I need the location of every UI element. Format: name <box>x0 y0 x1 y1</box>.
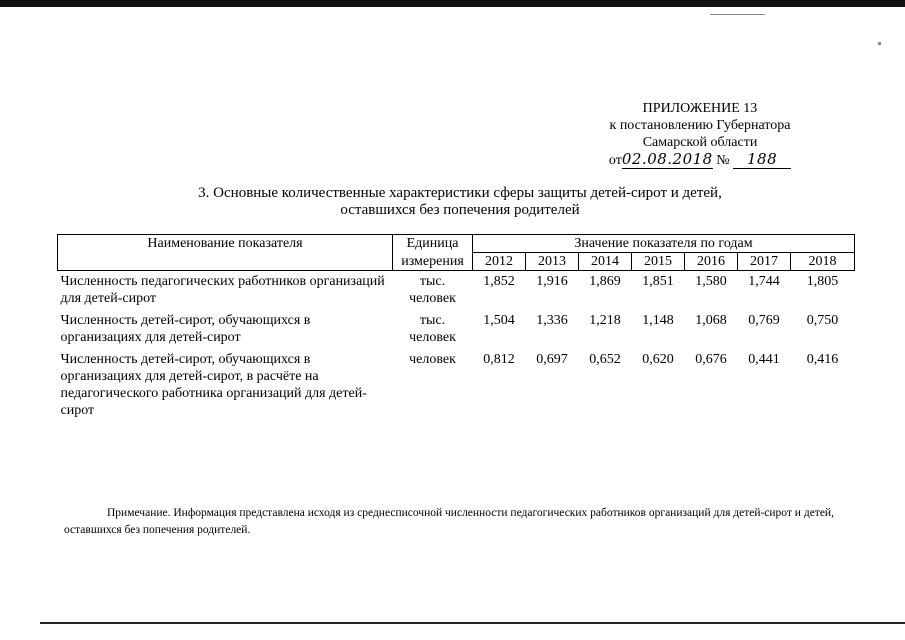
scan-border-top <box>0 0 905 7</box>
indicator-value: 0,441 <box>748 352 780 367</box>
appendix-region-line: Самарской области <box>642 135 758 150</box>
header-unit-bottom: измерения <box>393 253 473 271</box>
year-header: 2016 <box>685 253 738 271</box>
header-values: Значение показателя по годам <box>473 235 855 253</box>
year-header: 2017 <box>738 253 791 271</box>
indicator-name: Численность детей-сирот, обучающихся в организациях для детей-сирот <box>60 313 311 345</box>
header-unit-top: Единица <box>393 235 473 253</box>
appendix-date-line <box>560 151 840 169</box>
indicator-value: 1,218 <box>589 313 621 328</box>
section-title <box>0 185 905 219</box>
appendix-decree-line: к постановлению Губернатора <box>609 118 791 133</box>
scan-speck <box>878 42 881 45</box>
scan-speck <box>710 14 765 15</box>
year-header: 2012 <box>473 253 526 271</box>
indicator-value: 1,805 <box>806 274 839 289</box>
indicator-name: Численность педагогических работников организаций для детей-сирот <box>60 274 385 306</box>
table-header-row <box>58 235 855 253</box>
indicator-value: 0,652 <box>589 352 621 367</box>
year-header: 2015 <box>632 253 685 271</box>
indicator-value: 0,769 <box>748 313 780 328</box>
indicator-value: 1,068 <box>695 313 727 328</box>
handwritten-date: 02.08.2018 <box>621 150 713 168</box>
indicator-unit: тыс. человек <box>409 274 456 306</box>
table-row <box>58 349 855 422</box>
indicator-value: 0,812 <box>483 352 515 367</box>
appendix-title: ПРИЛОЖЕНИЕ 13 <box>642 101 758 116</box>
indicator-value: 1,852 <box>483 274 515 289</box>
indicator-unit: человек <box>409 352 456 367</box>
date-prefix: от <box>608 153 622 168</box>
number-prefix: № <box>716 153 730 168</box>
indicator-value: 1,916 <box>536 274 568 289</box>
table-row <box>58 310 855 349</box>
indicator-value: 0,697 <box>536 352 568 367</box>
indicator-value: 0,750 <box>806 313 839 328</box>
indicator-value: 1,336 <box>536 313 568 328</box>
appendix-block <box>560 100 840 169</box>
handwritten-number: 188 <box>733 151 791 169</box>
indicator-value: 1,504 <box>483 313 515 328</box>
indicator-name: Численность детей-сирот, обучающихся в организациях для детей-сирот, в расчёте на педагогического работника организаций для детей-сирот <box>60 352 367 418</box>
scan-border-bottom <box>40 622 905 624</box>
indicator-unit: тыс. человек <box>409 313 456 345</box>
indicator-value: 0,416 <box>806 352 839 367</box>
indicator-value: 1,851 <box>642 274 674 289</box>
indicator-value: 1,148 <box>642 313 674 328</box>
indicator-value: 1,869 <box>589 274 621 289</box>
year-header: 2013 <box>526 253 579 271</box>
indicator-value: 1,580 <box>695 274 727 289</box>
header-name: Наименование показателя <box>58 235 393 271</box>
section-title-line-2: оставшихся без попечения родителей <box>340 202 580 218</box>
footnote: Примечание. Информация представлена исходя из среднесписочной численности педагогических работников организаций для детей-сирот и детей, оставшихся без попечения родителей. <box>64 507 834 536</box>
table-row <box>58 271 855 311</box>
year-header: 2018 <box>791 253 855 271</box>
indicator-value: 0,620 <box>642 352 674 367</box>
indicator-value: 1,744 <box>748 274 780 289</box>
indicators-table <box>57 234 855 422</box>
indicator-value: 0,676 <box>695 352 727 367</box>
section-title-line-1: 3. Основные количественные характеристики сферы защиты детей-сирот и детей, <box>198 185 722 201</box>
year-header: 2014 <box>579 253 632 271</box>
